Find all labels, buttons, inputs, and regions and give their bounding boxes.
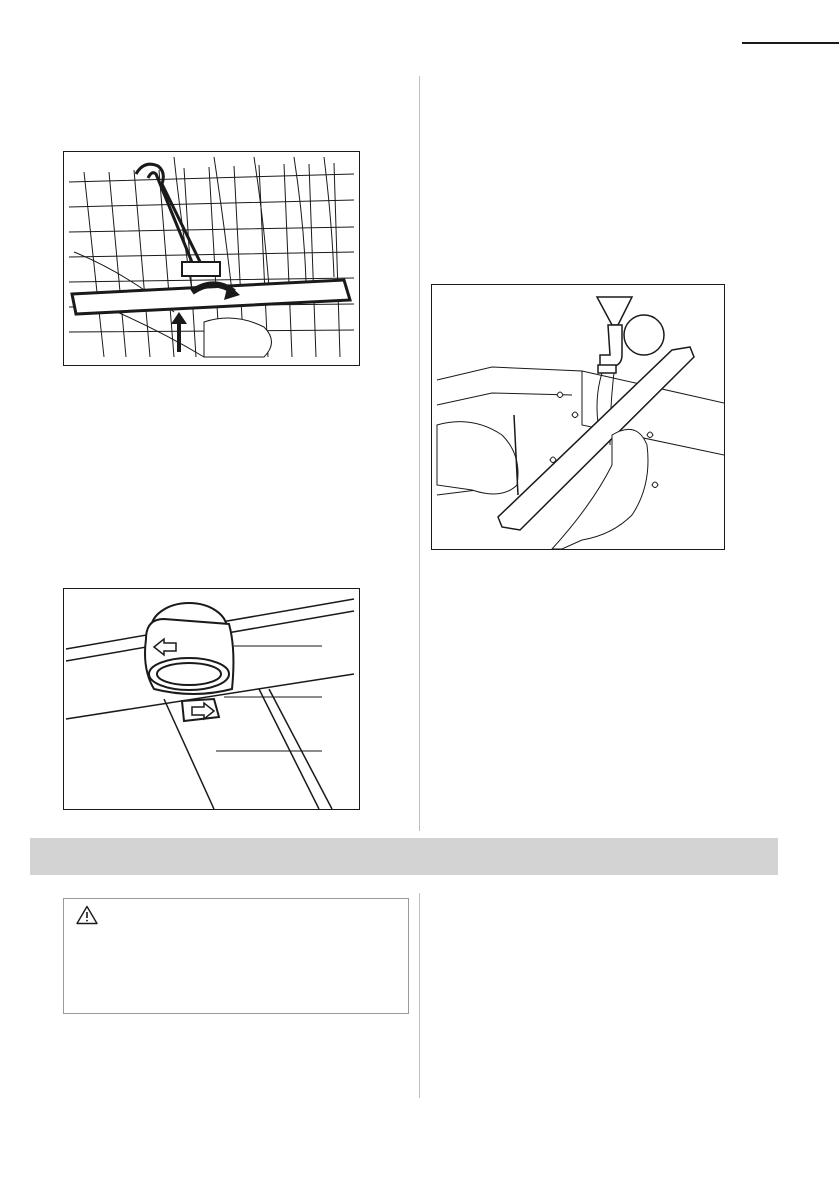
- spray-arm-bayonet-detail-illustration: [64, 589, 359, 809]
- column-divider-top: [419, 76, 420, 831]
- figure-bayonet-detail: [63, 588, 360, 810]
- figure-spray-arm-clean: [431, 284, 725, 550]
- spray-arm-cleaning-under-tap-illustration: [432, 285, 724, 549]
- column-divider-bottom: [419, 893, 420, 1098]
- warning-triangle-icon: [76, 905, 98, 925]
- spray-arm-removal-illustration: [64, 152, 359, 365]
- figure-remove-spray-arm: [63, 151, 360, 366]
- page-edge-tab: [742, 42, 839, 44]
- section-heading-bar: [30, 838, 778, 875]
- warning-box: [63, 898, 409, 1014]
